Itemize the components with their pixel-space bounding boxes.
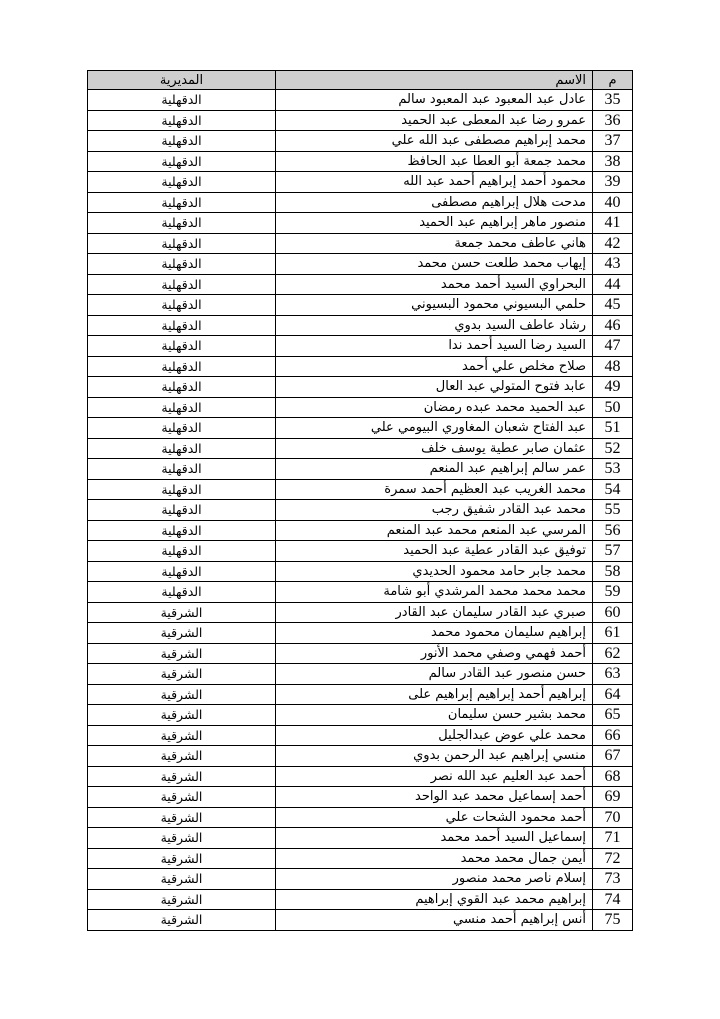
table-row — [88, 520, 633, 541]
row-name: محمود أحمد إبراهيم أحمد عبد الله — [276, 172, 593, 193]
row-directorate: الدقهلية — [88, 459, 276, 480]
table-row — [88, 889, 633, 910]
row-number: 75 — [593, 910, 633, 931]
table-row — [88, 623, 633, 644]
table-row — [88, 787, 633, 808]
row-directorate: الدقهلية — [88, 561, 276, 582]
table-row — [88, 418, 633, 439]
row-name: المرسي عبد المنعم محمد عبد المنعم — [276, 520, 593, 541]
row-directorate: الدقهلية — [88, 90, 276, 111]
table-row — [88, 172, 633, 193]
row-number: 40 — [593, 192, 633, 213]
row-number: 67 — [593, 746, 633, 767]
table-row — [88, 131, 633, 152]
row-name: عثمان صابر عطية يوسف خلف — [276, 438, 593, 459]
row-name: أحمد محمود الشحات علي — [276, 807, 593, 828]
table-row — [88, 110, 633, 131]
row-directorate: الدقهلية — [88, 233, 276, 254]
row-directorate: الشرقية — [88, 684, 276, 705]
row-directorate: الدقهلية — [88, 110, 276, 131]
table-row — [88, 233, 633, 254]
table-row — [88, 397, 633, 418]
row-directorate: الدقهلية — [88, 541, 276, 562]
row-number: 50 — [593, 397, 633, 418]
row-number: 74 — [593, 889, 633, 910]
table-row — [88, 746, 633, 767]
row-number: 39 — [593, 172, 633, 193]
row-directorate: الدقهلية — [88, 192, 276, 213]
table-row — [88, 664, 633, 685]
table-row — [88, 848, 633, 869]
row-name: البحراوي السيد أحمد محمد — [276, 274, 593, 295]
row-directorate: الدقهلية — [88, 582, 276, 603]
row-directorate: الشرقية — [88, 910, 276, 931]
row-number: 64 — [593, 684, 633, 705]
row-directorate: الدقهلية — [88, 172, 276, 193]
row-directorate: الدقهلية — [88, 274, 276, 295]
row-name: السيد رضا السيد أحمد ندا — [276, 336, 593, 357]
row-name: عادل عبد المعبود عبد المعبود سالم — [276, 90, 593, 111]
table-row — [88, 910, 633, 931]
table-row — [88, 213, 633, 234]
row-name: أحمد إسماعيل محمد عبد الواحد — [276, 787, 593, 808]
row-directorate: الشرقية — [88, 766, 276, 787]
table-row — [88, 684, 633, 705]
row-name: هاني عاطف محمد جمعة — [276, 233, 593, 254]
row-name: محمد جابر حامد محمود الحديدي — [276, 561, 593, 582]
row-name: توفيق عبد القادر عطية عبد الحميد — [276, 541, 593, 562]
table-row — [88, 459, 633, 480]
row-name: عمرو رضا عبد المعطى عبد الحميد — [276, 110, 593, 131]
row-directorate: الدقهلية — [88, 336, 276, 357]
table-row — [88, 438, 633, 459]
row-name: عبد الفتاح شعبان المغاوري البيومي علي — [276, 418, 593, 439]
table-row — [88, 315, 633, 336]
row-number: 42 — [593, 233, 633, 254]
row-number: 37 — [593, 131, 633, 152]
row-number: 68 — [593, 766, 633, 787]
row-number: 43 — [593, 254, 633, 275]
row-name: محمد علي عوض عبدالجليل — [276, 725, 593, 746]
row-name: محمد جمعة أبو العطا عبد الحافظ — [276, 151, 593, 172]
table-row — [88, 274, 633, 295]
row-number: 36 — [593, 110, 633, 131]
row-number: 72 — [593, 848, 633, 869]
row-directorate: الشرقية — [88, 623, 276, 644]
row-number: 47 — [593, 336, 633, 357]
row-directorate: الدقهلية — [88, 151, 276, 172]
row-directorate: الشرقية — [88, 848, 276, 869]
row-number: 69 — [593, 787, 633, 808]
table-body — [88, 90, 633, 931]
row-number: 55 — [593, 500, 633, 521]
table-row — [88, 356, 633, 377]
row-name: عمر سالم إبراهيم عبد المنعم — [276, 459, 593, 480]
row-directorate: الدقهلية — [88, 295, 276, 316]
table-row — [88, 479, 633, 500]
row-number: 73 — [593, 869, 633, 890]
row-name: إسماعيل السيد أحمد محمد — [276, 828, 593, 849]
row-name: صلاح مخلص علي أحمد — [276, 356, 593, 377]
row-name: إسلام ناصر محمد منصور — [276, 869, 593, 890]
row-name: أيمن جمال محمد محمد — [276, 848, 593, 869]
table-header — [88, 71, 633, 90]
row-directorate: الشرقية — [88, 807, 276, 828]
row-directorate: الشرقية — [88, 664, 276, 685]
row-directorate: الدقهلية — [88, 254, 276, 275]
row-directorate: الشرقية — [88, 705, 276, 726]
table-row — [88, 705, 633, 726]
row-name: منصور ماهر إبراهيم عبد الحميد — [276, 213, 593, 234]
table-row — [88, 807, 633, 828]
table-row — [88, 643, 633, 664]
row-name: حسن منصور عبد القادر سالم — [276, 664, 593, 685]
row-number: 53 — [593, 459, 633, 480]
row-number: 60 — [593, 602, 633, 623]
table-row — [88, 500, 633, 521]
row-number: 54 — [593, 479, 633, 500]
row-name: عبد الحميد محمد عبده رمضان — [276, 397, 593, 418]
row-directorate: الدقهلية — [88, 377, 276, 398]
row-name: حلمي البسيوني محمود البسيوني — [276, 295, 593, 316]
row-directorate: الدقهلية — [88, 438, 276, 459]
table-row — [88, 725, 633, 746]
row-number: 56 — [593, 520, 633, 541]
row-directorate: الشرقية — [88, 787, 276, 808]
row-number: 49 — [593, 377, 633, 398]
row-name: عابد فتوح المتولي عبد العال — [276, 377, 593, 398]
row-directorate: الدقهلية — [88, 479, 276, 500]
row-directorate: الشرقية — [88, 889, 276, 910]
row-number: 51 — [593, 418, 633, 439]
table-row — [88, 192, 633, 213]
row-directorate: الدقهلية — [88, 213, 276, 234]
row-name: محمد إبراهيم مصطفى عبد الله علي — [276, 131, 593, 152]
row-number: 57 — [593, 541, 633, 562]
row-directorate: الشرقية — [88, 643, 276, 664]
row-number: 62 — [593, 643, 633, 664]
row-number: 46 — [593, 315, 633, 336]
table-row — [88, 766, 633, 787]
row-number: 45 — [593, 295, 633, 316]
row-number: 35 — [593, 90, 633, 111]
row-name: أنس إبراهيم أحمد منسي — [276, 910, 593, 931]
header-name: الاسم — [276, 71, 593, 90]
row-number: 38 — [593, 151, 633, 172]
row-directorate: الشرقية — [88, 725, 276, 746]
row-number: 70 — [593, 807, 633, 828]
row-directorate: الشرقية — [88, 869, 276, 890]
row-name: محمد محمد محمد المرشدي أبو شامة — [276, 582, 593, 603]
row-name: مدحت هلال إبراهيم مصطفى — [276, 192, 593, 213]
names-table — [87, 70, 633, 931]
row-directorate: الشرقية — [88, 602, 276, 623]
table-row — [88, 869, 633, 890]
row-name: رشاد عاطف السيد بدوي — [276, 315, 593, 336]
row-name: صبري عبد القادر سليمان عبد القادر — [276, 602, 593, 623]
row-name: محمد عبد القادر شفيق رجب — [276, 500, 593, 521]
row-directorate: الدقهلية — [88, 397, 276, 418]
header-row — [88, 71, 633, 90]
row-directorate: الدقهلية — [88, 500, 276, 521]
row-name: محمد الغريب عبد العظيم أحمد سمرة — [276, 479, 593, 500]
table-row — [88, 582, 633, 603]
row-name: إبراهيم محمد عبد القوي إبراهيم — [276, 889, 593, 910]
row-name: منسي إبراهيم عبد الرحمن بدوي — [276, 746, 593, 767]
row-number: 71 — [593, 828, 633, 849]
row-directorate: الدقهلية — [88, 520, 276, 541]
table-row — [88, 254, 633, 275]
row-directorate: الدقهلية — [88, 418, 276, 439]
row-number: 58 — [593, 561, 633, 582]
row-number: 48 — [593, 356, 633, 377]
row-number: 41 — [593, 213, 633, 234]
row-name: إبراهيم أحمد إبراهيم إبراهيم على — [276, 684, 593, 705]
row-name: إبراهيم سليمان محمود محمد — [276, 623, 593, 644]
row-number: 52 — [593, 438, 633, 459]
row-directorate: الشرقية — [88, 828, 276, 849]
row-number: 44 — [593, 274, 633, 295]
row-name: إيهاب محمد طلعت حسن محمد — [276, 254, 593, 275]
row-directorate: الدقهلية — [88, 356, 276, 377]
row-name: أحمد فهمي وصفي محمد الأنور — [276, 643, 593, 664]
row-number: 66 — [593, 725, 633, 746]
table-row — [88, 602, 633, 623]
row-number: 65 — [593, 705, 633, 726]
row-number: 59 — [593, 582, 633, 603]
row-number: 63 — [593, 664, 633, 685]
row-name: أحمد عبد العليم عبد الله نصر — [276, 766, 593, 787]
table-row — [88, 561, 633, 582]
table-row — [88, 90, 633, 111]
row-directorate: الدقهلية — [88, 131, 276, 152]
row-directorate: الشرقية — [88, 746, 276, 767]
table-row — [88, 541, 633, 562]
table-row — [88, 377, 633, 398]
table-row — [88, 336, 633, 357]
table-row — [88, 295, 633, 316]
table-row — [88, 151, 633, 172]
row-name: محمد بشير حسن سليمان — [276, 705, 593, 726]
header-directorate: المديرية — [88, 71, 276, 90]
table-row — [88, 828, 633, 849]
header-number: م — [593, 71, 633, 90]
row-number: 61 — [593, 623, 633, 644]
row-directorate: الدقهلية — [88, 315, 276, 336]
